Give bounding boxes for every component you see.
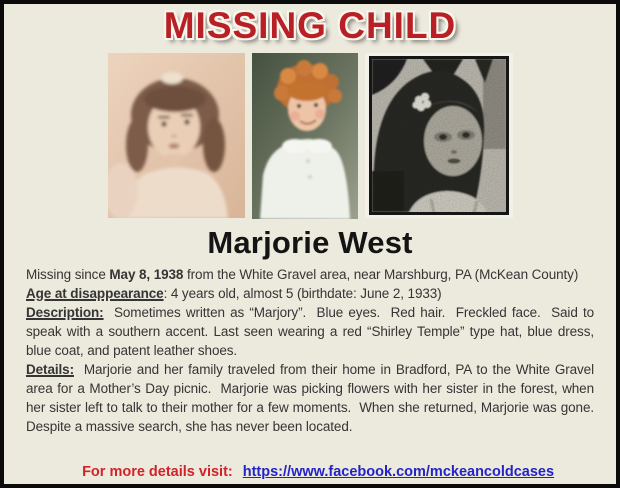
poster-title: MISSING CHILD [163,5,457,46]
details-label: Details: [26,362,74,377]
photo-newsprint-portrait [365,53,513,218]
age-value: : 4 years old, almost 5 (birthdate: June 2, 1933) [163,286,442,301]
details-paragraph [26,360,602,436]
missing-since-location: from the White Gravel area, near Marshburg, PA (McKean County) [183,267,579,282]
footer-label: For more details visit: [82,464,233,480]
child-name: Marjorie West [207,225,413,260]
age-line [26,284,594,303]
facebook-link[interactable]: https://www.facebook.com/mckeancoldcases [242,464,555,480]
missing-since-line [26,265,594,284]
photo-colorized-portrait [252,53,358,219]
age-label: Age at disappearance [26,286,164,301]
description-label: Description: [26,305,104,320]
missing-since-prefix: Missing since [26,267,110,282]
footer-note [4,448,616,488]
info-section [4,263,616,436]
details-text: Marjorie and her family traveled from their home in Bradford, PA to the White Gravel area for a Mother’s Day picnic. Marjorie was picking flowers with her sister in the forest, when her sister left to talk to their mother for a few moments. When she returned, Marjorie was gone. Despite a massive search, she has never been located. [26,362,602,434]
description-text: Sometimes written as “Marjory”. Blue eyes. Red hair. Freckled face. Said to speak with a southern accent. Last seen wearing a red “Shirley Temple” type hat, blue dress, blue coat, and patent leather shoes. [26,305,598,358]
photo-strip [4,53,616,219]
missing-since-date: May 8, 1938 [109,267,184,282]
photo-sepia-portrait [108,53,245,218]
description-paragraph [26,303,598,360]
